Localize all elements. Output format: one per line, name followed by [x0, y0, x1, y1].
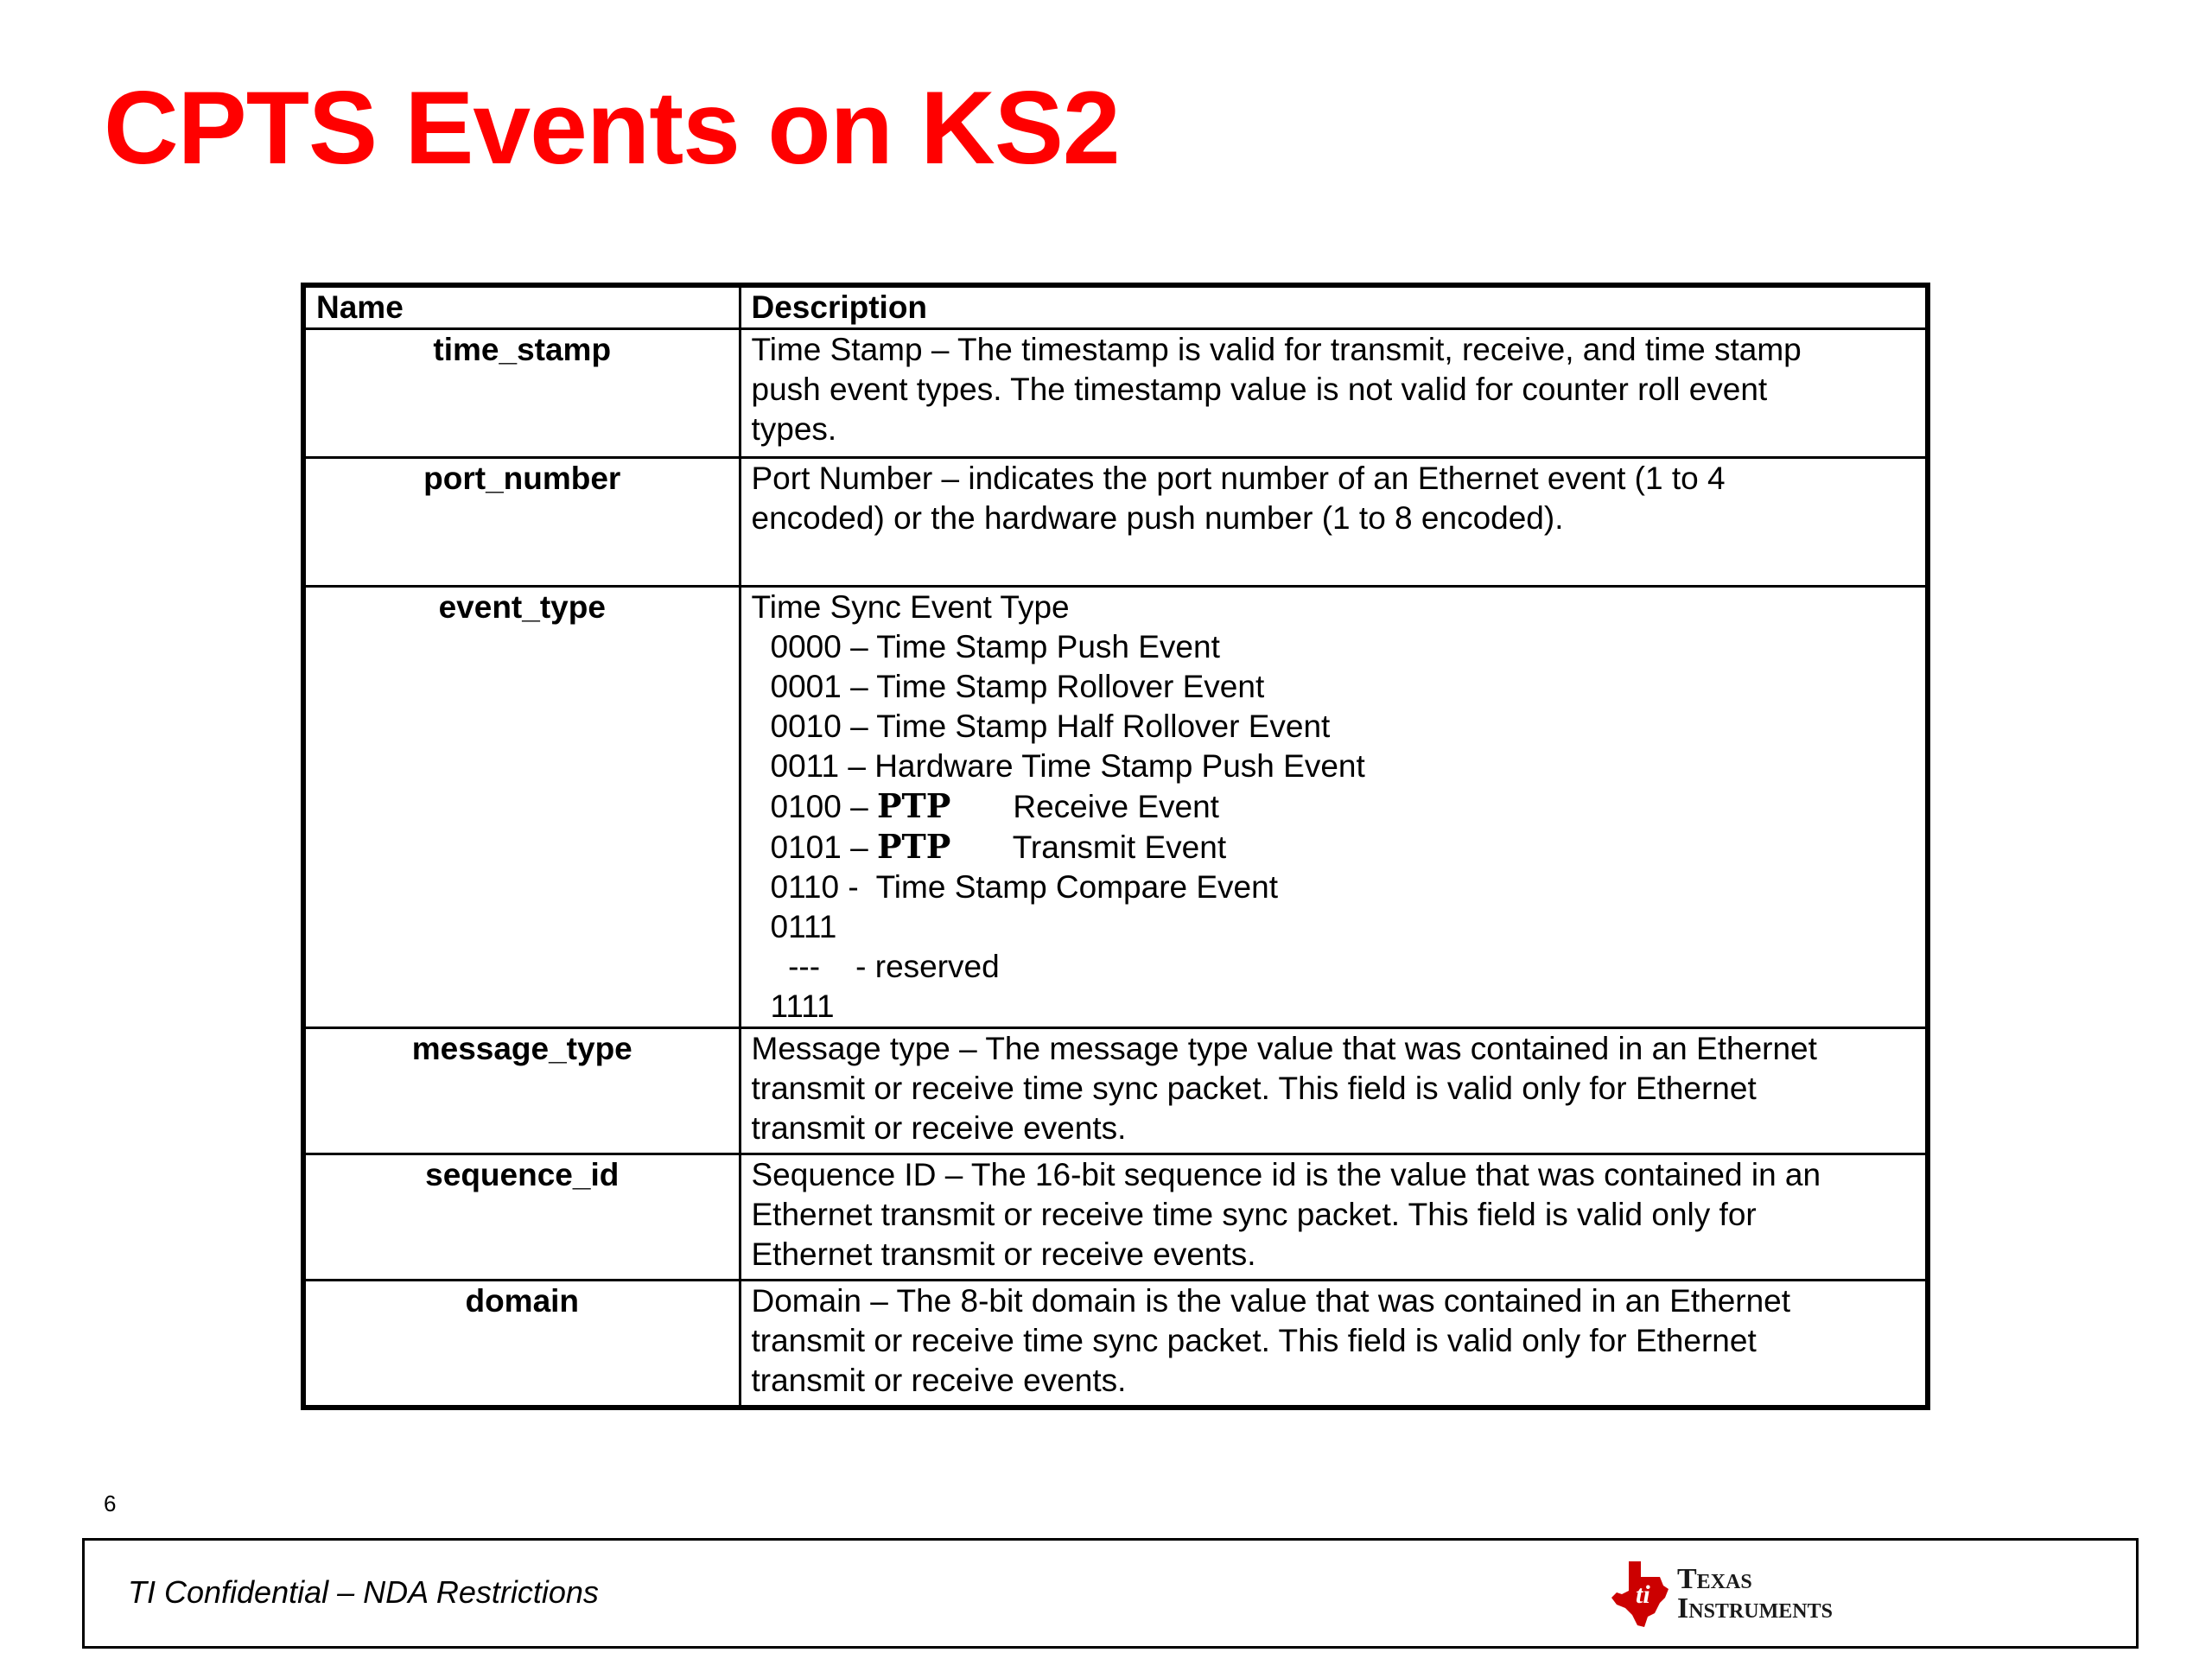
table-row: [303, 1028, 1928, 1154]
event-code-list: [752, 627, 1916, 1027]
event-code-text: Time Stamp Push Event: [876, 629, 1220, 664]
field-description: [740, 329, 1928, 458]
event-code: 0010 –: [770, 709, 868, 744]
description-line: Port Number – indicates the port number of an Ethernet event (1 to 4: [751, 461, 1726, 496]
field-description: [740, 1154, 1928, 1281]
event-code-item: [771, 786, 1916, 827]
description-line: types.: [751, 411, 837, 447]
event-code-text: Time Stamp Rollover Event: [876, 669, 1265, 704]
description-line: Ethernet transmit or receive time sync packet. This field is valid only for: [751, 1197, 1757, 1232]
description-line: encoded) or the hardware push number (1 to 8 encoded).: [751, 500, 1564, 536]
table-row: [303, 587, 1928, 1028]
event-code-text: Receive Event: [1013, 789, 1219, 824]
logo-wordmark-line: Texas: [1677, 1563, 1752, 1595]
ptp-label: PTP: [876, 786, 951, 825]
event-code-text: Hardware Time Stamp Push Event: [874, 748, 1365, 784]
field-name: domain: [303, 1281, 740, 1408]
field-description: [740, 458, 1928, 587]
description-line: transmit or receive time sync packet. This field is valid only for Ethernet: [751, 1323, 1757, 1358]
confidentiality-notice: TI Confidential – NDA Restrictions: [128, 1574, 599, 1610]
table-header-row: [303, 285, 1928, 329]
ptp-label: PTP: [876, 827, 951, 866]
event-code: 0100 –: [770, 789, 868, 824]
event-code-item: [771, 627, 1916, 667]
event-code: 0001 –: [770, 669, 868, 704]
event-code-item: [771, 827, 1916, 868]
event-code-text: Time Stamp Compare Event: [875, 869, 1278, 905]
reserved-range-label: [771, 947, 1916, 987]
table-row: [303, 1154, 1928, 1281]
footer: [82, 1538, 2139, 1649]
logo-wordmark: [1677, 1565, 1833, 1624]
description-title: Time Sync Event Type: [751, 589, 1070, 625]
event-code-text: Transmit Event: [1012, 830, 1227, 865]
slide-title: CPTS Events on KS2: [104, 70, 1120, 186]
svg-text:ti: ti: [1636, 1580, 1650, 1609]
event-code: 0000 –: [770, 629, 868, 664]
event-code: 0011 –: [770, 748, 866, 784]
description-line: push event types. The timestamp value is not valid for counter roll event: [751, 372, 1768, 407]
event-code-item: [771, 747, 1916, 786]
description-line: Time Stamp – The timestamp is valid for transmit, receive, and time stamp: [751, 332, 1802, 367]
logo-wordmark-line: Instruments: [1677, 1592, 1833, 1624]
description-line: transmit or receive events.: [751, 1363, 1127, 1398]
field-name: sequence_id: [303, 1154, 740, 1281]
description-line: Sequence ID – The 16-bit sequence id is the value that was contained in an: [751, 1157, 1821, 1192]
field-name: time_stamp: [303, 329, 740, 458]
field-name: message_type: [303, 1028, 740, 1154]
table-row: [303, 329, 1928, 458]
description-line: transmit or receive time sync packet. This field is valid only for Ethernet: [751, 1071, 1757, 1106]
column-header-name: Name: [303, 285, 740, 329]
field-description: [740, 1281, 1928, 1408]
column-header-description: Description: [740, 285, 1928, 329]
event-code-text: Time Stamp Half Rollover Event: [876, 709, 1331, 744]
reserved-text: - reserved: [855, 949, 1000, 984]
description-line: transmit or receive events.: [751, 1110, 1127, 1146]
field-description: [740, 1028, 1928, 1154]
table-row: [303, 458, 1928, 587]
reserved-range-start: 0111: [770, 909, 837, 944]
description-line: Ethernet transmit or receive events.: [751, 1236, 1256, 1272]
reserved-dashes: ---: [788, 949, 821, 984]
field-description: [740, 587, 1928, 1028]
field-name: port_number: [303, 458, 740, 587]
texas-state-emblem-icon: [1610, 1560, 1670, 1629]
field-name: event_type: [303, 587, 740, 1028]
texas-instruments-logo: [1610, 1560, 1904, 1630]
event-code-item: [771, 868, 1916, 907]
event-code-item: [771, 707, 1916, 747]
page-number: 6: [104, 1491, 117, 1516]
cpts-events-table: [301, 283, 1930, 1410]
description-line: Domain – The 8-bit domain is the value that was contained in an Ethernet: [751, 1283, 1791, 1319]
event-code: 0101 –: [770, 830, 868, 865]
table-row: [303, 1281, 1928, 1408]
reserved-range-end: 1111: [770, 988, 835, 1024]
event-code-item: [771, 667, 1916, 707]
description-line: Message type – The message type value that was contained in an Ethernet: [751, 1031, 1817, 1066]
event-code: 0110 -: [770, 869, 859, 905]
